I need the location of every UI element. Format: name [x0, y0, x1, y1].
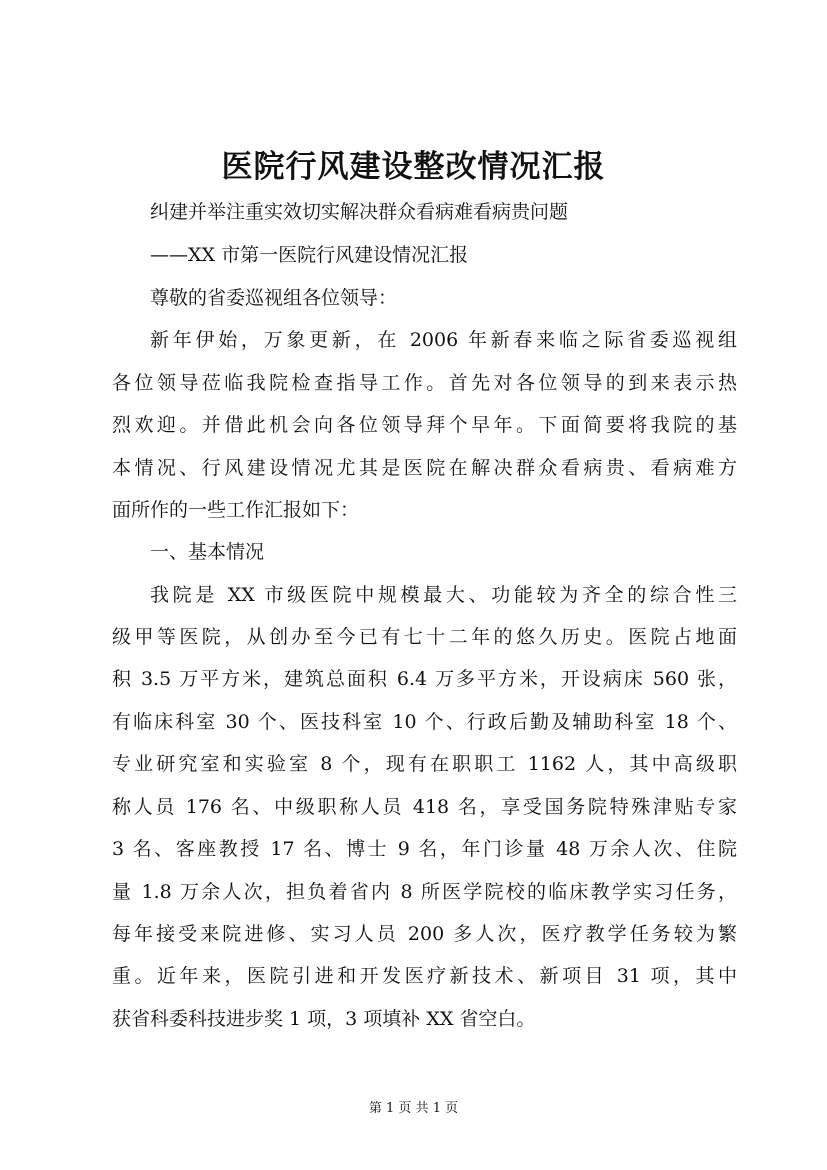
subtitle-line-2: ——XX 市第一医院行风建设情况汇报 [150, 244, 469, 266]
section-heading: 一、基本情况 [150, 541, 265, 563]
paragraph-2-line: 称人员 176 名、中级职称人员 418 名，享受国务院特殊津贴专家 [112, 796, 737, 818]
document-title: 医院行风建设整改情况汇报 [221, 149, 606, 185]
paragraph-2-line: 重。近年来，医院引进和开发医疗新技术、新项目 31 项，其中 [112, 965, 737, 987]
paragraph-2-line: 每年接受来院进修、实习人员 200 多人次，医疗教学任务较为繁 [112, 923, 737, 945]
paragraph-2-line: 积 3.5 万平方米，建筑总面积 6.4 万多平方米，开设病床 560 张， [112, 668, 737, 690]
paragraph-2-line: 我院是 XX 市级医院中规模最大、功能较为齐全的综合性三 [150, 584, 737, 606]
subtitle-line-1: 纠建并举注重实效切实解决群众看病难看病贵问题 [150, 201, 569, 223]
paragraph-2-line: 获省科委科技进步奖 1 项，3 项填补 XX 省空白。 [112, 1008, 536, 1030]
paragraph-2-line: 专业研究室和实验室 8 个，现有在职职工 1162 人，其中高级职 [112, 753, 737, 775]
paragraph-2-line: 级甲等医院，从创办至今已有七十二年的悠久历史。医院占地面 [112, 626, 737, 648]
salutation: 尊敬的省委巡视组各位领导： [150, 287, 398, 309]
page-footer: 第 1 页 共 1 页 [368, 1101, 459, 1116]
paragraph-2-line: 3 名、客座教授 17 名、博士 9 名，年门诊量 48 万余人次、住院 [112, 838, 737, 860]
paragraph-1-line: 面所作的一些工作汇报如下： [112, 499, 360, 521]
paragraph-2-line: 有临床科室 30 个、医技科室 10 个、行政后勤及辅助科室 18 个、 [112, 711, 737, 733]
paragraph-1-line: 烈欢迎。并借此机会向各位领导拜个早年。下面简要将我院的基 [112, 414, 737, 436]
paragraph-2-line: 量 1.8 万余人次，担负着省内 8 所医学院校的临床教学实习任务， [112, 881, 737, 903]
paragraph-1-line: 各位领导莅临我院检查指导工作。首先对各位领导的到来表示热 [112, 372, 737, 394]
paragraph-1-line: 本情况、行风建设情况尤其是医院在解决群众看病贵、看病难方 [112, 457, 737, 479]
paragraph-1-line: 新年伊始，万象更新，在 2006 年新春来临之际省委巡视组 [150, 329, 737, 351]
